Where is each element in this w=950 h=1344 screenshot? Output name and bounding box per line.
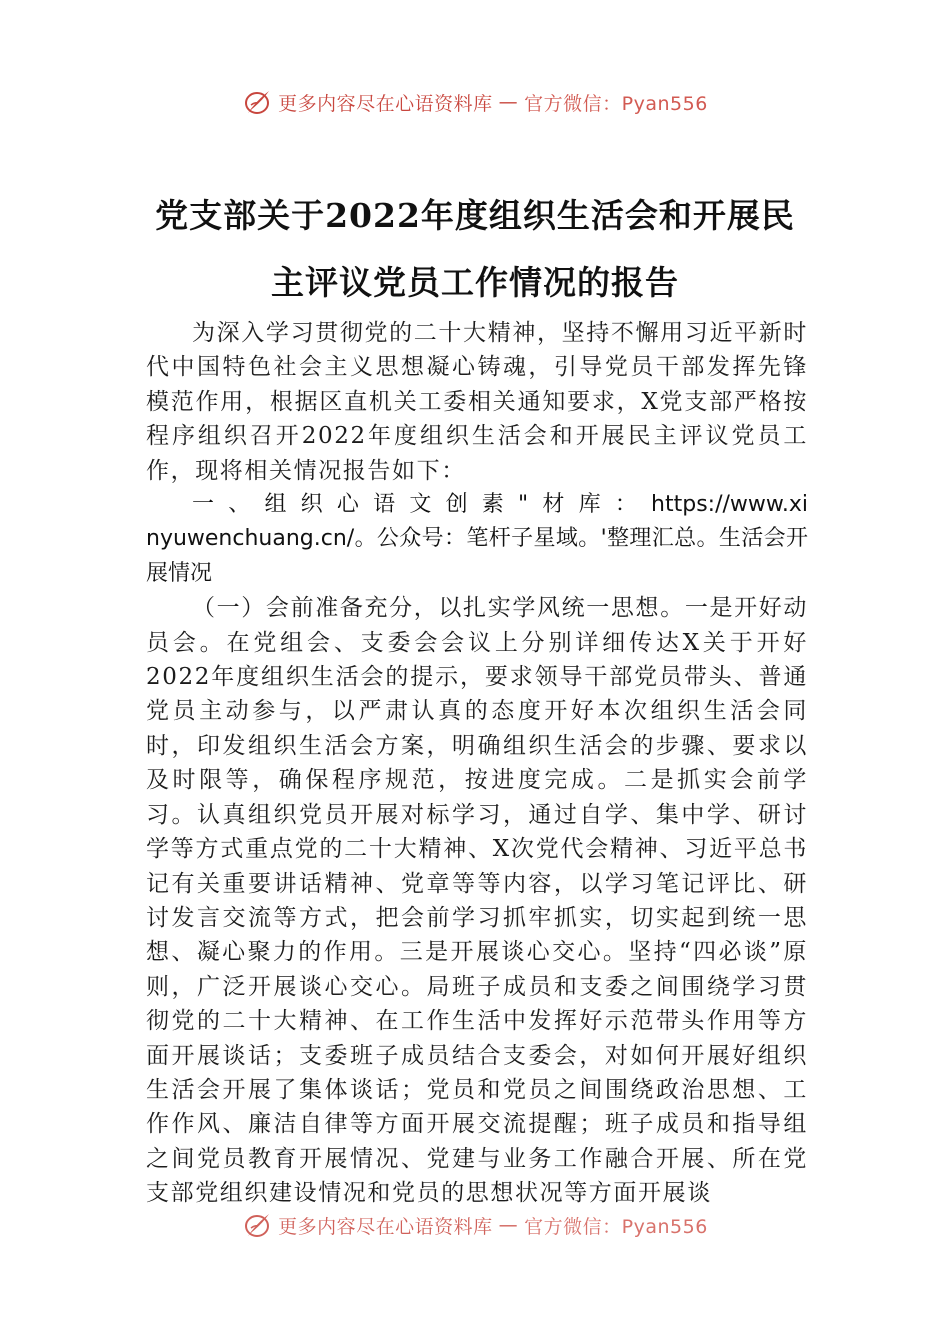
footer-banner-wechat: 官方微信：Pyan556 — [524, 1215, 708, 1238]
header-banner-wechat: 官方微信：Pyan556 — [524, 92, 708, 115]
header-banner-text: 更多内容尽在心语资料库 — [278, 92, 493, 115]
intro-paragraph: 为深入学习贯彻党的二十大精神，坚持不懈用习近平新时代中国特色社会主义思想凝心铸魂，引导党员干部发挥先锋模范作用，根据区直机关工委相关通知要求，X党支部严格按程序组织召开2022年度组织生活会和开展民主评议党员工作，现将相关情况报告如下： — [146, 320, 808, 484]
section-1-heading-rest: https://www.xinyuwenchuang.cn/。公众号：笔杆子星域。'整理汇总。生活会开展情况 — [146, 492, 808, 586]
document-title-line-2: 主评议党员工作情况的报告 — [271, 263, 679, 302]
quill-logo-icon — [242, 1210, 272, 1240]
document-title-line-1: 党支部关于2022年度组织生活会和开展民 — [155, 196, 795, 235]
section-1-paragraph: （一）会前准备充分，以扎实学风统一思想。一是开好动员会。在党组会、支委会会议上分别详细传达X关于开好2022年度组织生活会的提示，要求领导干部党员带头、普通党员主动参与，以严肃认真的态度开好本次组织生活会同时，印发组织生活会方案，明确组织生活会的步骤、要求以及时限等，确保程序规范，按进度完成。二是抓实会前学习。认真组织党员开展对标学习，通过自学、集中学、研讨学等方式重点党的二十大精神、X次党代会精神、习近平总书记有关重要讲话精神、党章等等内容，以学习笔记评比、研讨发言交流等方式，把会前学习抓牢抓实，切实起到统一思想、凝心聚力的作用。三是开展谈心交心。坚持“四必谈”原则，广泛开展谈心交心。局班子成员和支委之间围绕学习贯彻党的二十大精神、在工作生活中发挥好示范带头作用等方面开展谈话；支委班子成员结合支委会，对如何开展好组织生活会开展了集体谈话；党员和党员之间围绕政治思想、工作作风、廉洁自律等方面开展交流提醒；班子成员和指导组之间党员教育开展情况、党建与业务工作融合开展、所在党支部党组织建设情况和党员的思想状况等方面开展谈 — [146, 595, 808, 1207]
document-body — [146, 316, 808, 1211]
footer-banner-text: 更多内容尽在心语资料库 — [278, 1215, 493, 1238]
quill-logo-icon — [242, 87, 272, 117]
header-banner-separator: — — [498, 91, 519, 113]
section-1-heading — [146, 488, 808, 591]
section-1-heading-spaced: 一、组织心语文创素"材库： — [192, 492, 652, 518]
footer-banner-separator: — — [498, 1214, 519, 1236]
footer-watermark-banner — [0, 1208, 950, 1242]
header-watermark-banner — [0, 84, 950, 120]
